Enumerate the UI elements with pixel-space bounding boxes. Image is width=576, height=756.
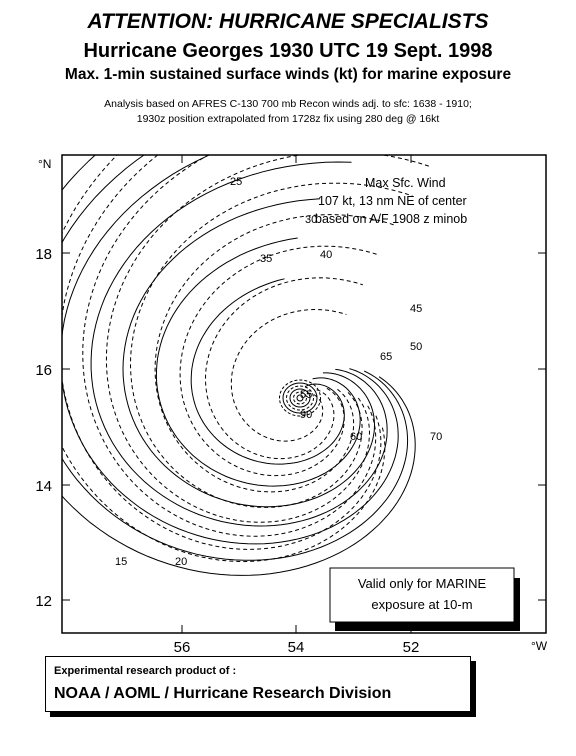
lon-label-56: 56 xyxy=(173,639,191,656)
contour-value-label: 55 xyxy=(300,389,313,401)
lat-label-12: 12 xyxy=(35,593,52,610)
validity-line-2: exposure at 10-m xyxy=(371,597,473,612)
credit-line-2: NOAA / AOML / Hurricane Research Division xyxy=(54,685,392,702)
validity-line-1: Valid only for MARINE xyxy=(357,576,487,591)
contour-value-label: 65 xyxy=(380,351,393,363)
north-unit-label: °N xyxy=(38,157,52,171)
contour-value-label: 20 xyxy=(175,556,188,568)
lon-label-54: 54 xyxy=(287,639,305,656)
lat-label-16: 16 xyxy=(35,362,52,379)
contour-value-label: 45 xyxy=(410,303,423,315)
max-wind-line-2: 107 kt, 13 nm NE of center xyxy=(318,194,467,208)
contour-value-label: 25 xyxy=(230,176,243,188)
max-wind-line-1: Max Sfc. Wind xyxy=(365,176,446,190)
contour-value-label: 90 xyxy=(300,409,313,421)
product-title: Max. 1-min sustained surface winds (kt) for marine exposure xyxy=(64,66,512,83)
analysis-note-line-2: 1930z position extrapolated from 1728z fix using 280 deg @ 16kt xyxy=(136,113,440,125)
contour-value-label: 35 xyxy=(260,253,273,265)
contour-value-label: 70 xyxy=(430,431,443,443)
credit-line-1: Experimental research product of : xyxy=(54,665,237,677)
contour-value-label: 60 xyxy=(350,431,363,443)
analysis-note-line-1: Analysis based on AFRES C-130 700 mb Recon winds adj. to sfc: 1638 - 1910; xyxy=(104,98,472,110)
validity-box xyxy=(330,568,520,631)
contour-value-label: 50 xyxy=(410,341,423,353)
contour-value-label: 15 xyxy=(115,556,128,568)
credit-box xyxy=(45,656,471,712)
contour-value-label: 30 xyxy=(305,214,318,226)
lat-label-14: 14 xyxy=(35,478,52,495)
storm-title: Hurricane Georges 1930 UTC 19 Sept. 1998 xyxy=(83,40,493,62)
west-unit-label: °W xyxy=(531,639,548,653)
contour-value-label: 40 xyxy=(320,249,333,261)
lon-label-52: 52 xyxy=(402,639,420,656)
lat-label-18: 18 xyxy=(35,246,52,263)
alert-banner: ATTENTION: HURRICANE SPECIALISTS xyxy=(87,10,489,33)
max-wind-line-3: based on A/F 1908 z minob xyxy=(315,212,468,226)
